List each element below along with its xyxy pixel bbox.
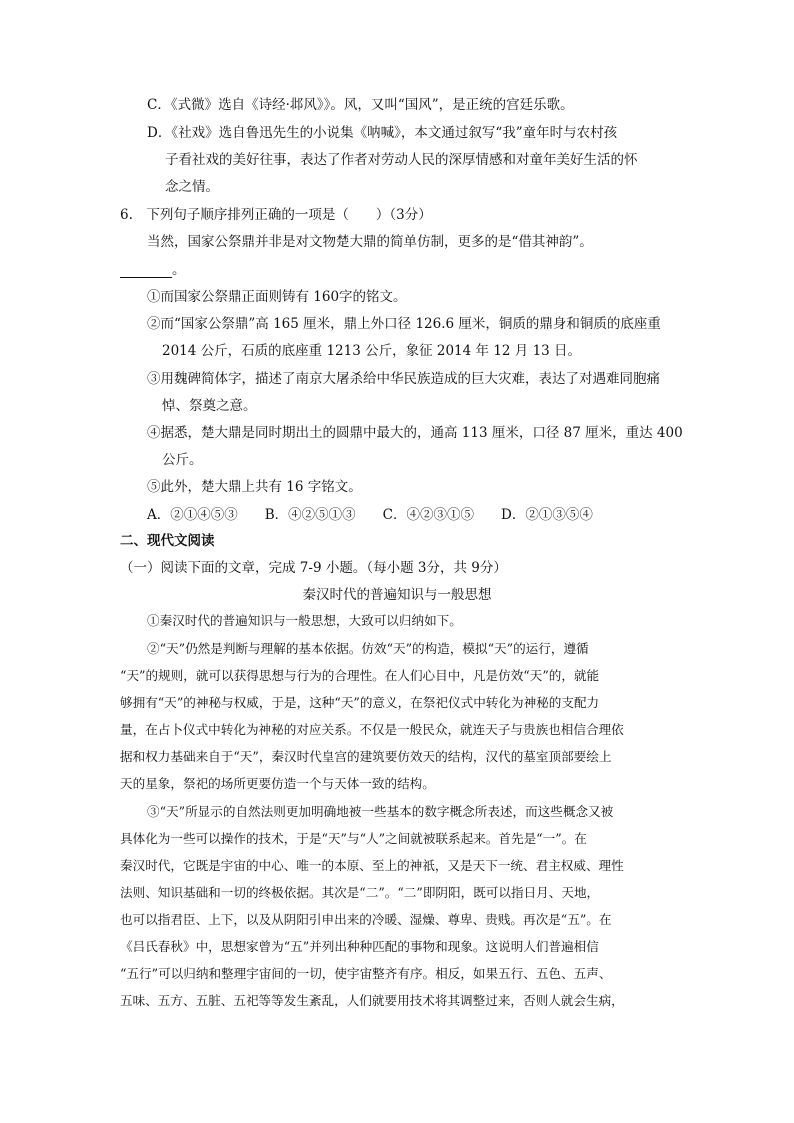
q6-lead-sentence: 当然，国家公祭鼎并非是对文物楚大鼎的简单仿制，更多的是“借其神韵”。 (147, 234, 593, 250)
q5-option-c: C．《式微》选自《诗经·邶风》》。风，又叫“国风”，是正统的宫廷乐歌。 (147, 97, 574, 113)
q5-option-d-line2: 子看社戏的美好往事，表达了作者对劳动人民的深厚情感和对童年美好生活的怀 (165, 152, 638, 168)
article-paragraph-3-line1: ③“天”所显示的自然法则更加明确地被一些基本的数字概念所表述，而这些概念又被 (147, 804, 614, 819)
article-paragraph-2-line4: 量，在占卜仪式中转化为神秘的对应关系。不仅是一般民众，就连天子与贵族也相信合理依 (120, 722, 624, 737)
q6-sentence-3-line1: ③用魏碑简体字，描述了南京大屠杀给中华民族造成的巨大灾难，表达了对遇难同胞痛 (147, 371, 660, 387)
article-paragraph-3-line5: 也可以指君臣、上下，以及从阴阳引申出来的冷暖、湿燥、尊卑、贵贱。再次是“五”。在 (120, 912, 612, 927)
article-paragraph-2-line5: 据和权力基础来自于“天”，秦汉时代皇宫的建筑要仿效天的结构，汉代的墓室顶部要绘上 (120, 749, 612, 764)
q6-sentence-2-line2: 2014 公斤，石质的底座重 1213 公斤，象征 2014 年 12 月 13 日。 (162, 343, 582, 359)
q6-sentence-1: ①而国家公祭鼎正面则铸有 160字的铭文。 (147, 289, 407, 305)
article-paragraph-3-line7: “五行”可以归纳和整理宇宙间的一切，使宇宙整齐有序。相反，如果五行、五色、五声、 (120, 966, 612, 981)
article-paragraph-1: ①秦汉时代的普遍知识与一般思想，大致可以归纳如下。 (147, 613, 462, 628)
article-paragraph-2-line1: ②“天”仍然是判断与理解的基本依据。仿效“天”的构造，模拟“天”的运行，遵循 (147, 641, 589, 656)
article-paragraph-3-line2: 具体化为一些可以操作的技术，于是“天”与“人”之间就被联系起来。首先是“一”。在 (120, 831, 587, 846)
q6-sentence-2-line1: ②而“国家公祭鼎”高 165 厘米，鼎上外口径 126.6 厘米，铜质的鼎身和铜质的底座重 (147, 316, 661, 332)
article-paragraph-2-line6: 天的星象，祭祀的场所更要仿造一个与天体一致的结构。 (120, 776, 435, 791)
section-heading: 二、现代文阅读 (120, 533, 215, 549)
article-paragraph-3-line6: 《吕氏春秋》中，思想家曾为“五”并列出种种匹配的事物和现象。这说明人们普遍相信 (120, 939, 599, 954)
blank-end-mark: 。 (172, 262, 186, 278)
article-paragraph-3-line8: 五味、五方、五脏、五祀等等发生紊乱，人们就要用技术将其调整过来，否则人就会生病， (120, 993, 624, 1008)
q6-sentence-4-line2: 公斤。 (162, 452, 203, 468)
article-title: 秦汉时代的普遍知识与一般思想 (302, 587, 492, 603)
q5-option-d-line3: 念之情。 (165, 179, 219, 195)
q6-stem: 6. 下列句子顺序排列正确的一项是（ ）（3分） (120, 207, 432, 223)
q6-sentence-5: ⑤此外，楚大鼎上共有 16 字铭文。 (147, 479, 362, 495)
q5-option-d-line1: D．《社戏》选自鲁迅先生的小说集《呐喊》，本文通过叙写“我”童年时与农村孩 (147, 125, 618, 141)
q6-sentence-3-line2: 悼、祭奠之意。 (162, 398, 257, 414)
article-paragraph-2-line3: 够拥有“天”的神秘与权威，于是，这种“天”的意义，在祭祀仪式中转化为神秘的支配力 (120, 695, 600, 710)
article-paragraph-2-line2: “天”的规则，就可以获得思想与行为的合理性。在人们心目中，凡是仿效“天”的，就能 (120, 668, 600, 683)
answer-blank-line (120, 277, 172, 278)
article-paragraph-3-line3: 秦汉时代，它既是宇宙的中心、唯一的本原、至上的神祇，又是天下一统、君主权威、理性 (120, 858, 624, 873)
q6-answer-choices: A．②①④⑤③ B．④②⑤①③ C．④②③①⑤ D．②①③⑤④ (147, 507, 593, 523)
article-paragraph-3-line4: 法则、知识基础和一切的终极依据。其次是“二”。“二”即阴阳，既可以指日月、天地， (120, 885, 600, 900)
q6-sentence-4-line1: ④据悉，楚大鼎是同时期出土的圆鼎中最大的，通高 113 厘米，口径 87 厘米，重达 400 (147, 425, 683, 441)
part-instruction: （一）阅读下面的文章，完成 7-9 小题。（每小题 3分，共 9分） (120, 560, 507, 576)
